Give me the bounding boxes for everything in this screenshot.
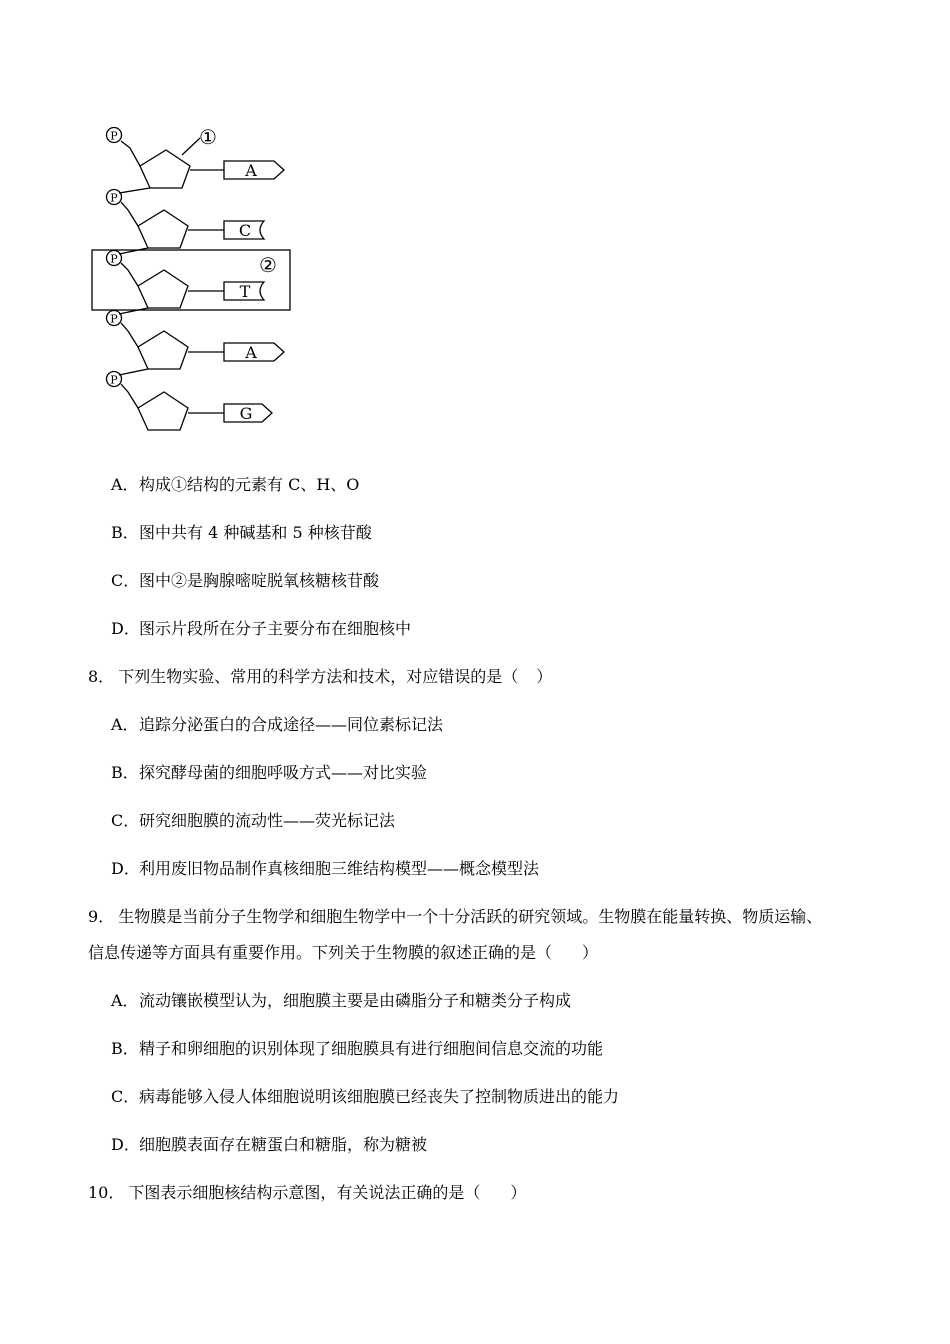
backbone-link-2: [119, 248, 148, 254]
q9-option-a[interactable]: [111, 990, 571, 1012]
marker-1-label: ①: [199, 125, 217, 149]
question-8-stem: [88, 666, 552, 688]
phosphate-label-1: P: [110, 129, 118, 143]
option-label: B．: [111, 763, 139, 782]
option-label: A．: [111, 715, 139, 734]
q7-option-b[interactable]: [111, 522, 372, 544]
base-label-3: T: [239, 282, 251, 301]
question-9-stem-line-1: [88, 906, 822, 928]
question-number: 8．: [88, 667, 115, 686]
answer-paren-close: ）: [582, 943, 599, 962]
phosphate-link-4: [121, 323, 138, 347]
q8-option-a[interactable]: [111, 714, 443, 736]
option-label: D．: [111, 619, 140, 638]
option-label: B．: [111, 1039, 139, 1058]
option-text: 图中共有 4 种碱基和 5 种核苷酸: [139, 523, 372, 542]
marker-1-pointer: [182, 138, 200, 155]
question-number: 9．: [88, 907, 115, 926]
q8-option-d[interactable]: [111, 858, 539, 880]
option-label: C．: [111, 1087, 140, 1106]
sugar-pentagon-5: [138, 392, 188, 430]
sugar-pentagon-4: [138, 331, 188, 369]
option-label: D．: [111, 1135, 140, 1154]
answer-paren-open: （: [502, 667, 519, 686]
q8-option-b[interactable]: [111, 762, 427, 784]
option-label: B．: [111, 523, 139, 542]
option-text: 探究酵母菌的细胞呼吸方式——对比实验: [139, 763, 428, 782]
option-label: A．: [111, 991, 139, 1010]
sugar-pentagon-1: [140, 150, 190, 188]
backbone-link-4: [119, 369, 148, 375]
phosphate-label-2: P: [110, 191, 118, 205]
option-text: 病毒能够入侵人体细胞说明该细胞膜已经丧失了控制物质进出的能力: [139, 1087, 620, 1106]
q9-option-d[interactable]: [111, 1134, 427, 1156]
question-text: 信息传递等方面具有重要作用。下列关于生物膜的叙述正确的是: [88, 943, 537, 962]
base-label-4: A: [245, 343, 257, 362]
option-label: C．: [111, 811, 140, 830]
option-text: 细胞膜表面存在糖蛋白和糖脂，称为糖被: [139, 1135, 428, 1154]
base-label-5: G: [239, 404, 253, 423]
option-text: 研究细胞膜的流动性——荧光标记法: [139, 811, 396, 830]
phosphate-label-5: P: [110, 373, 118, 387]
q7-option-c[interactable]: [111, 570, 379, 592]
phosphate-link-3: [121, 263, 138, 286]
answer-paren-close: ）: [536, 667, 553, 686]
base-label-2: C: [238, 221, 252, 240]
sugar-pentagon-2: [138, 210, 188, 248]
q7-option-d[interactable]: [111, 618, 411, 640]
option-text: 利用废旧物品制作真核细胞三维结构模型——概念模型法: [139, 859, 540, 878]
sugar-pentagon-3: [138, 270, 188, 308]
backbone-link-1: [119, 188, 150, 193]
phosphate-link-2: [121, 202, 138, 226]
phosphate-label-4: P: [110, 312, 118, 326]
nucleotide-chain-figure: [88, 118, 308, 438]
option-text: 流动镶嵌模型认为，细胞膜主要是由磷脂分子和糖类分子构成: [139, 991, 572, 1010]
option-text: 构成①结构的元素有 C、H、O: [139, 475, 360, 494]
base-label-1: A: [245, 161, 257, 180]
question-text: 下图表示细胞核结构示意图，有关说法正确的是: [128, 1183, 465, 1202]
phosphate-link-1: [121, 141, 140, 166]
q9-option-c[interactable]: [111, 1086, 619, 1108]
q8-option-c[interactable]: [111, 810, 395, 832]
option-text: 图示片段所在分子主要分布在细胞核中: [139, 619, 412, 638]
q7-option-a[interactable]: [111, 474, 359, 496]
backbone-link-3: [119, 308, 148, 314]
q9-option-b[interactable]: [111, 1038, 603, 1060]
option-label: D．: [111, 859, 140, 878]
answer-paren-open: （: [536, 943, 553, 962]
answer-paren-close: ）: [510, 1183, 527, 1202]
phosphate-label-3: P: [110, 252, 118, 266]
option-label: A．: [111, 475, 139, 494]
question-9-stem-line-2: [88, 942, 598, 964]
question-10-stem: [88, 1182, 526, 1204]
answer-paren-open: （: [464, 1183, 481, 1202]
phosphate-link-5: [121, 384, 138, 408]
question-text: 下列生物实验、常用的科学方法和技术，对应错误的是: [118, 667, 503, 686]
question-text: 生物膜是当前分子生物学和细胞生物学中一个十分活跃的研究领域。生物膜在能量转换、物质运输、: [118, 907, 823, 926]
marker-2-label: ②: [259, 253, 277, 277]
dna-strand-diagram: [88, 118, 308, 438]
option-text: 图中②是胸腺嘧啶脱氧核糖核苷酸: [139, 571, 380, 590]
option-text: 精子和卵细胞的识别体现了细胞膜具有进行细胞间信息交流的功能: [139, 1039, 604, 1058]
question-number: 10．: [88, 1183, 125, 1202]
option-text: 追踪分泌蛋白的合成途径——同位素标记法: [139, 715, 444, 734]
option-label: C．: [111, 571, 140, 590]
